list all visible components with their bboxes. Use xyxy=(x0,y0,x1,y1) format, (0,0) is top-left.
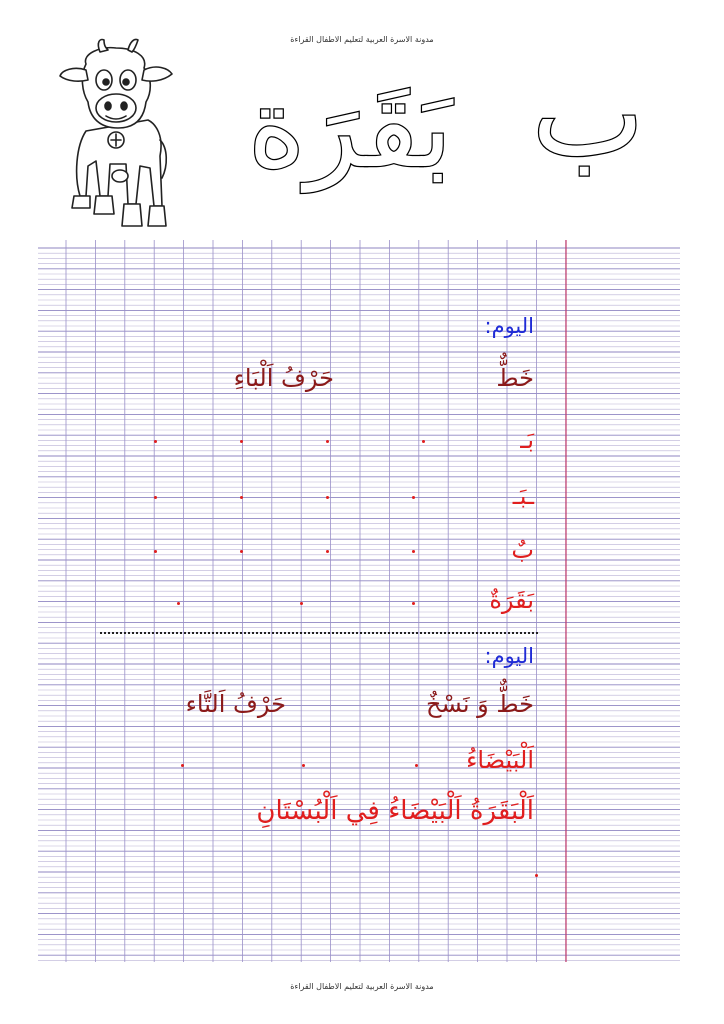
guide-dot xyxy=(300,602,303,605)
credit-top: مدونة الاسرة العربية لتعليم الاطفال القراءة xyxy=(290,35,434,44)
guide-dot xyxy=(326,496,329,499)
guide-dot xyxy=(535,874,538,877)
credit-bottom: مدونة الاسرة العربية لتعليم الاطفال القراءة xyxy=(290,982,434,991)
guide-dot xyxy=(154,496,157,499)
guide-dot xyxy=(240,440,243,443)
date-label-1: اليوم: xyxy=(484,314,534,338)
guide-dot xyxy=(412,496,415,499)
line-title-1: خَطٌّ xyxy=(496,364,534,392)
letter-name-2: حَرْفُ اَلتَّاء xyxy=(185,690,286,718)
seyes-ruled-grid xyxy=(38,240,680,962)
model-word: اَلْبَيْضَاءُ xyxy=(466,746,534,774)
cow-illustration xyxy=(56,36,176,232)
section-divider xyxy=(100,632,538,634)
guide-dot xyxy=(240,550,243,553)
guide-dot xyxy=(302,764,305,767)
line-title-2: خَطٌّ وَ نَسْخٌ xyxy=(425,690,534,718)
guide-dot xyxy=(177,602,180,605)
guide-dot xyxy=(422,440,425,443)
guide-dot xyxy=(412,602,415,605)
model-row-4: بَقَرَةٌ xyxy=(489,586,534,614)
date-label-2: اليوم: xyxy=(484,644,534,668)
model-row-2: ـبَـ xyxy=(512,482,534,510)
guide-dot xyxy=(326,550,329,553)
guide-dot xyxy=(240,496,243,499)
guide-dot xyxy=(181,764,184,767)
model-row-1: بَـ xyxy=(520,426,534,454)
guide-dot xyxy=(154,440,157,443)
model-sentence: اَلْبَقَرَةُ اَلْبَيْضَاءُ فِي اَلْبُسْتَانِ xyxy=(256,796,534,826)
letter-name-1: حَرْفُ اَلْبَاءِ xyxy=(233,364,334,392)
title-letter-outline: ب xyxy=(531,45,645,184)
model-row-3: بٌ xyxy=(511,536,534,564)
guide-dot xyxy=(412,550,415,553)
guide-dot xyxy=(415,764,418,767)
guide-dot xyxy=(154,550,157,553)
guide-dot xyxy=(326,440,329,443)
title-word-outline: بَقَرَة xyxy=(247,64,453,192)
